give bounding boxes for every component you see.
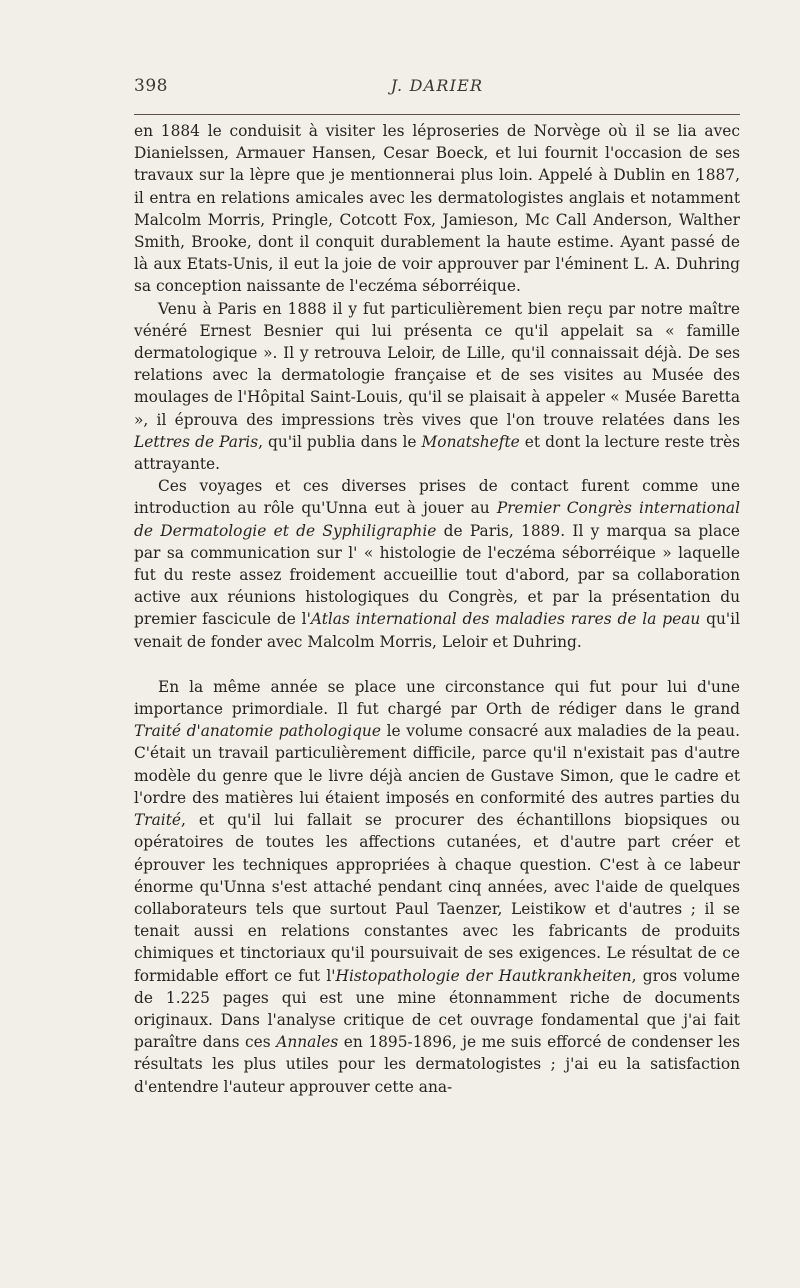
paragraph bbox=[134, 120, 740, 298]
header-rule bbox=[134, 114, 740, 115]
italic-text: Lettres de Paris bbox=[134, 432, 259, 451]
text-segment: et dont la lecture reste très attrayante. bbox=[134, 432, 741, 474]
paragraph bbox=[134, 475, 740, 653]
italic-text: Atlas international des maladies rares de la peau bbox=[310, 610, 701, 629]
text-segment: qu'il venait de fonder avec Malcolm Morris, Leloir et Duhring. bbox=[134, 610, 740, 651]
italic-text: Monatshefte bbox=[421, 432, 520, 451]
running-head: J. DARIER bbox=[390, 76, 484, 95]
page-header bbox=[134, 76, 740, 104]
text-segment: Ces voyages et ces diverses prises de contact furent comme une introduction au rôle qu'Unna eut à jouer au bbox=[134, 477, 740, 518]
paragraph bbox=[134, 298, 740, 476]
italic-text: Premier Congrès international de Dermatologie et de Syphiligraphie bbox=[134, 499, 741, 540]
text-segment: de Paris, 1889. Il y marqua sa place par sa communication sur l' « histologie de l'eczéma séborréique » laquelle fut du reste assez froidement accueillie tout d'abord, par sa collaboration active aux réunions histologiques du Congrès, et par la présentation du premier fascicule de l' bbox=[134, 521, 740, 629]
text-segment: le volume consacré aux maladies de la peau. C'était un travail particulièrement difficile, parce qu'il n'existait pas d'autre modèle du genre que le livre déjà ancien de Gustave Simon, que le cadre et l'ordre des matières lui étaient imposés en conformité des autres parties du bbox=[134, 722, 740, 807]
italic-text: Traité bbox=[134, 811, 182, 830]
page-number: 398 bbox=[134, 76, 168, 96]
body-text bbox=[134, 120, 740, 1098]
paragraph bbox=[134, 676, 740, 1098]
italic-text: Histopathologie der Hautkrankheiten bbox=[335, 966, 632, 985]
text-segment: Venu à Paris en 1888 il y fut particulièrement bien reçu par notre maître vénéré Ernest Besnier qui lui présenta ce qu'il appelait sa « famille dermatologique ». Il y retrouva Leloir, de Lille, qu'il connaissait déjà. De ses relations avec la dermatologie française et de ses visites au Musée des moulages de l'Hôpital Saint-Louis, qu'il se plaisait à appeler « Musée Baretta », il éprouva des impressions très vives que l'on trouve relatées dans les bbox=[134, 299, 740, 429]
italic-text: Annales bbox=[276, 1033, 339, 1052]
text-segment: , gros volume de 1.225 pages qui est une mine étonnamment riche de documents originaux. Dans l'analyse critique de cet ouvrage fondamental que j'ai fait paraître dans ces bbox=[134, 966, 740, 1052]
text-segment: , et qu'il lui fallait se procurer des échantillons biopsiques ou opératoires de toutes les affections cutanées, et d'autre part créer et éprouver les techniques appropriées à chaque question. C'est à ce labeur énorme qu'Unna s'est attaché pendant cinq années, avec l'aide de quelques collaborateurs tels que surtout Paul Taenzer, Leistikow et d'autres ; il se tenait aussi en relations constantes avec les fabricants de produits chimiques et tinctoriaux qu'il poursuivait de ses exigences. Le résultat de ce formidable effort ce fut l' bbox=[134, 811, 740, 985]
text-segment: En la même année se place une circonstance qui fut pour lui d'une importance primordiale. Il fut chargé par Orth de rédiger dans le grand bbox=[134, 677, 740, 719]
text-segment: , qu'il publia dans le bbox=[258, 432, 422, 451]
text-segment: en 1884 le conduisit à visiter les léproseries de Norvège où il se lia avec Dianielssen, Armauer Hansen, Cesar Boeck, et lui fournit l'occasion de ses travaux sur la lèpre que je mentionnerai plus loin. Appelé à Dublin en 1887, il entra en relations amicales avec les dermatologistes anglais et notamment Malcolm Morris, Pringle, Cotcott Fox, Jamieson, Mc Call Anderson, Walther Smith, Brooke, dont il conquit durablement la haute estime. Ayant passé de là aux Etats-Unis, il eut la joie de voir approuver par l'éminent L. A. Duhring sa conception naissante de l'eczéma séborréique. bbox=[134, 122, 740, 296]
italic-text: Traité d'anatomie pathologique bbox=[134, 722, 381, 741]
text-segment: en 1895-1896, je me suis efforcé de condenser les résultats les plus utiles pour les dermatologistes ; j'ai eu la satisfaction d'entendre l'auteur approuver cette ana- bbox=[134, 1033, 741, 1096]
